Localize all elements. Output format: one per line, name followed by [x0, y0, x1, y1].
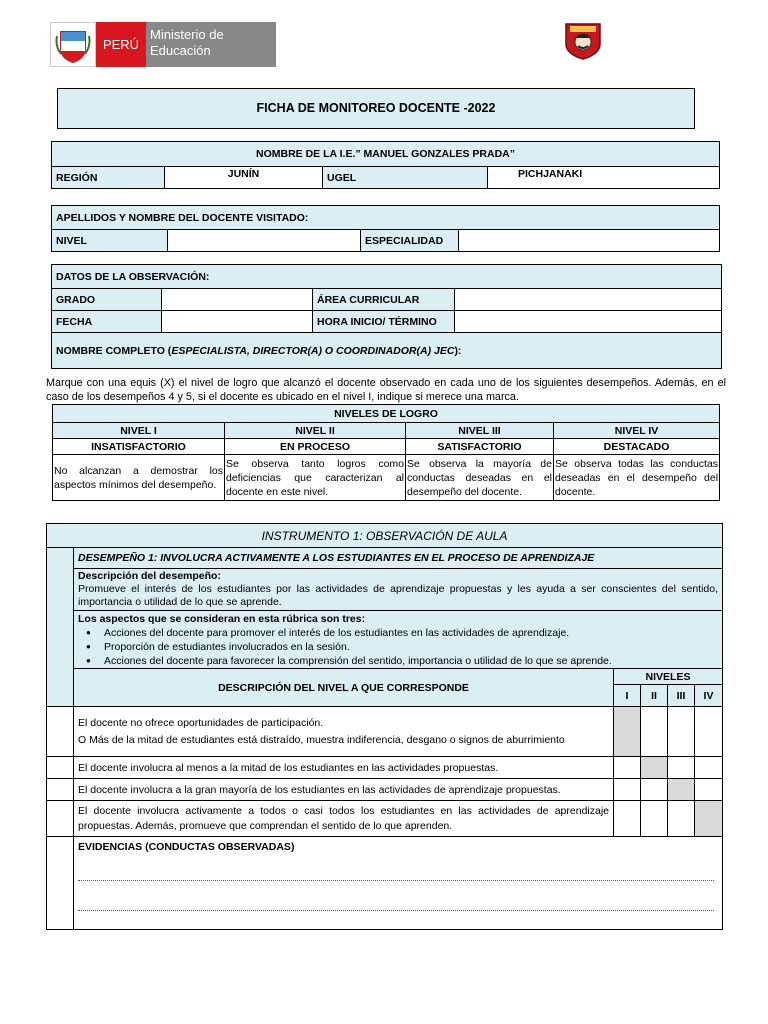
level-name: NIVEL II — [225, 423, 406, 439]
peru-shield-icon — [50, 22, 96, 67]
instrument-side-column — [47, 548, 74, 707]
description-heading: Descripción del desempeño: — [78, 570, 221, 582]
level-checkbox-iv[interactable] — [695, 757, 723, 779]
rubric-row-line1: El docente no ofrece oportunidades de participación. — [78, 716, 324, 729]
level-numeral: II — [641, 685, 668, 707]
level-checkbox-ii[interactable] — [641, 757, 668, 779]
nivel-field[interactable] — [168, 230, 361, 252]
evidence-heading: EVIDENCIAS (CONDUCTAS OBSERVADAS) — [78, 841, 295, 853]
school-crest-icon — [562, 20, 604, 60]
row-marker — [47, 707, 74, 757]
level-label: EN PROCESO — [225, 439, 406, 455]
page-title: FICHA DE MONITOREO DOCENTE -2022 — [57, 88, 695, 129]
fecha-label: FECHA — [52, 311, 162, 333]
performance-title-text: DESEMPEÑO 1: INVOLUCRA ACTIVAMENTE A LOS ESTUDIANTES EN EL PROCESO DE APRENDIZAJE — [78, 552, 595, 564]
level-checkbox-i[interactable] — [614, 707, 641, 757]
level-label: DESTACADO — [554, 439, 720, 455]
level-checkbox-i[interactable] — [614, 801, 641, 837]
row-marker — [47, 757, 74, 779]
level-numeral: IV — [695, 685, 723, 707]
level-numeral: I — [614, 685, 641, 707]
evidence-cell[interactable] — [74, 837, 723, 930]
level-checkbox-iv[interactable] — [695, 707, 723, 757]
teacher-heading: APELLIDOS Y NOMBRE DEL DOCENTE VISITADO: — [52, 206, 720, 230]
rubric-row: El docente involucra a la gran mayoría de los estudiantes en las actividades de aprendizaje propuestas. — [74, 779, 614, 801]
description-text: Promueve el interés de los estudiantes por las actividades de aprendizaje propuestas y les ayuda a ser conscientes del sentido, importancia o utilidad de lo que se aprende. — [78, 583, 719, 608]
teacher-table — [51, 205, 720, 252]
peru-label: PERÚ — [96, 22, 146, 67]
observation-heading: DATOS DE LA OBSERVACIÓN: — [52, 265, 722, 289]
performance-title — [74, 548, 723, 569]
fecha-field[interactable] — [162, 311, 313, 333]
level-checkbox-i[interactable] — [614, 757, 641, 779]
observer-label-suffix: ): — [454, 344, 462, 357]
level-description: Se observa la mayoría de conductas deseadas en el desempeño del docente. — [406, 455, 554, 501]
grado-label: GRADO — [52, 289, 162, 311]
aspect-item: ● Acciones del docente para promover el interés de los estudiantes en las actividades de aprendizaje. — [104, 626, 718, 640]
level-description: No alcanzan a demostrar los aspectos mínimos del desempeño. — [53, 455, 225, 501]
levels-heading: NIVELES DE LOGRO — [53, 405, 720, 423]
ministry-name — [146, 22, 276, 67]
ministry-logo — [50, 22, 276, 67]
level-checkbox-ii[interactable] — [641, 801, 668, 837]
level-checkbox-iii[interactable] — [668, 707, 695, 757]
hora-field[interactable] — [455, 311, 722, 333]
especialidad-field[interactable] — [459, 230, 720, 252]
level-description: Se observa tanto logros como deficiencias que caracterizan al docente en este nivel. — [225, 455, 406, 501]
ugel-label: UGEL — [323, 167, 488, 189]
evidence-line[interactable] — [78, 909, 714, 911]
aspects-heading: Los aspectos que se consideran en esta rúbrica son tres: — [78, 613, 366, 625]
ugel-value[interactable]: PICHJANAKI — [488, 167, 720, 189]
rubric-row-line2: O Más de la mitad de estudiantes está distraído, muestra indiferencia, desgano o signos de aburrimiento — [78, 733, 565, 746]
performance-description — [74, 569, 723, 611]
row-marker — [47, 837, 74, 930]
level-description: Se observa todas las conductas deseadas en el desempeño del docente. — [554, 455, 720, 501]
levels-table — [52, 404, 720, 501]
level-label: INSATISFACTORIO — [53, 439, 225, 455]
level-checkbox-iii[interactable] — [668, 757, 695, 779]
level-checkbox-i[interactable] — [614, 779, 641, 801]
level-checkbox-iii[interactable] — [668, 779, 695, 801]
area-field[interactable] — [455, 289, 722, 311]
row-marker — [47, 801, 74, 837]
grado-field[interactable] — [162, 289, 313, 311]
level-name: NIVEL III — [406, 423, 554, 439]
level-numeral: III — [668, 685, 695, 707]
level-name: NIVEL I — [53, 423, 225, 439]
level-checkbox-iv[interactable] — [695, 779, 723, 801]
level-checkbox-ii[interactable] — [641, 707, 668, 757]
levels-col-heading: NIVELES — [614, 669, 723, 685]
nivel-label: NIVEL — [52, 230, 168, 252]
instrument-title — [47, 524, 723, 548]
instructions-text: Marque con una equis (X) el nivel de logro que alcanzó el docente observado en cada uno de los siguientes desempeños. Además, en el caso de los desempeños 4 y 5, si el docente es ubicado en el nivel I, indique si merece una marca. — [46, 377, 726, 403]
level-checkbox-ii[interactable] — [641, 779, 668, 801]
region-label: REGIÓN — [52, 167, 165, 189]
observer-label-prefix: NOMBRE COMPLETO ( — [56, 344, 172, 357]
observation-table — [51, 264, 722, 369]
observer-label-italic: ESPECIALISTA, DIRECTOR(A) O COORDINADOR(A) JEC — [171, 344, 455, 357]
aspect-item: ● Acciones del docente para favorecer la comprensión del sentido, importancia o utilidad de lo que se aprende. — [104, 654, 718, 668]
region-value[interactable]: JUNÍN — [165, 167, 323, 189]
row-marker — [47, 779, 74, 801]
ministry-line2: Educación — [150, 43, 211, 58]
especialidad-label: ESPECIALIDAD — [361, 230, 459, 252]
rubric-row: El docente involucra activamente a todos o casi todos los estudiantes en las actividades de aprendizaje propuestas. Además, promueve que comprendan el sentido de lo que aprenden. — [74, 801, 614, 837]
hora-label: HORA INICIO/ TÉRMINO — [313, 311, 455, 333]
evidence-line[interactable] — [78, 879, 714, 881]
level-label: SATISFACTORIO — [406, 439, 554, 455]
school-table — [51, 141, 720, 189]
instrument-title-text: INSTRUMENTO 1: OBSERVACIÓN DE AULA — [261, 528, 508, 543]
aspects-list — [78, 626, 718, 668]
aspect-item: ● Proporción de estudiantes involucrados en la sesión. — [104, 640, 718, 654]
instrument-table — [46, 523, 723, 930]
ministry-line1: Ministerio de — [150, 27, 224, 42]
desc-col-heading: DESCRIPCIÓN DEL NIVEL A QUE CORRESPONDE — [74, 669, 614, 707]
level-checkbox-iv[interactable] — [695, 801, 723, 837]
level-checkbox-iii[interactable] — [668, 801, 695, 837]
observer-name-label — [52, 333, 722, 369]
rubric-row: El docente involucra al menos a la mitad de los estudiantes en las actividades propuestas. — [74, 757, 614, 779]
school-name: NOMBRE DE LA I.E.” MANUEL GONZALES PRADA” — [52, 142, 720, 167]
rubric-row — [74, 707, 614, 757]
level-name: NIVEL IV — [554, 423, 720, 439]
aspects-cell — [74, 611, 723, 669]
area-label: ÁREA CURRICULAR — [313, 289, 455, 311]
